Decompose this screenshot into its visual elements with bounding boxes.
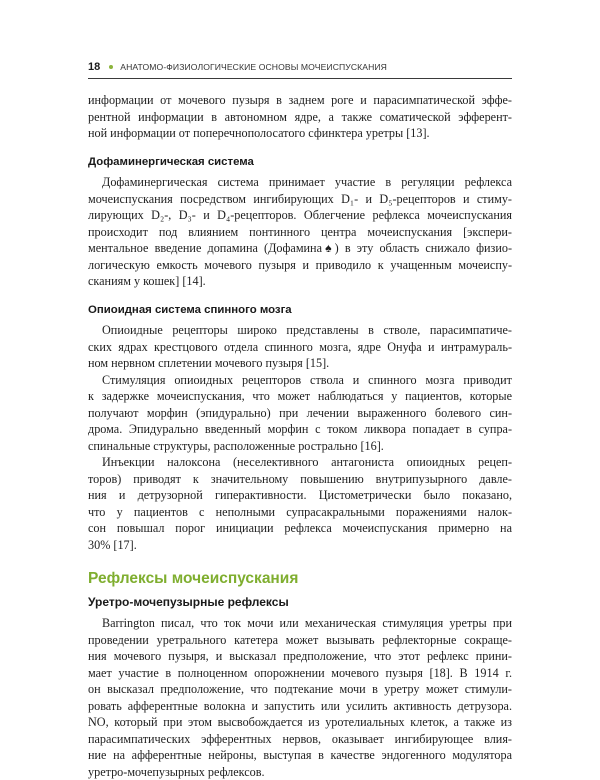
text-line: происходит под влиянием понтинного центра мочеиспускания [экспери-	[88, 224, 512, 241]
text-line: проведении уретрального катетера может вызывать рефлекторные сокраще-	[88, 632, 512, 649]
text-line: получают морфин (эпидурально) при лечении выраженного болевого син-	[88, 405, 512, 422]
text-line: парасимпатических эфферентных нервов, оказывает ингибирующее влия-	[88, 731, 512, 748]
text-line: что у пациентов с неполными супрасакральными поражениями налок-	[88, 504, 512, 521]
text-line: ной информации от поперечнополосатого сфинктера уретры [13].	[88, 125, 512, 142]
text-line: мает участие в полноценном опорожнении мочевого пузыря [18]. В 1914 г.	[88, 665, 512, 682]
text-line: ние на афферентные нейроны, выступая в качестве эндогенного модулятора	[88, 747, 512, 764]
header-divider	[88, 78, 512, 79]
heading-dopamine: Дофаминергическая система	[88, 154, 512, 171]
reflexes-paragraph	[88, 615, 512, 780]
opioid-paragraph-1	[88, 322, 512, 372]
text-line: сканиям у кошек] [14].	[88, 273, 512, 290]
text-line: ния и детрузорной гиперактивности. Цистометрически было показано,	[88, 487, 512, 504]
text-line: лирующих D₂-, D₃- и D₄-рецепторов. Облегчение рефлекса мочеиспускания	[88, 207, 512, 224]
text-line: Опиоидные рецепторы широко представлены в стволе, парасимпатиче-	[88, 322, 512, 339]
text-line: уретро-мочепузырных рефлексов.	[88, 764, 512, 780]
text-line: Инъекции налоксона (неселективного антагониста опиоидных рецеп-	[88, 454, 512, 471]
text-line: Barrington писал, что ток мочи или механическая стимуляция уретры при	[88, 615, 512, 632]
text-line: рентной информации в автономном ядре, а также соматической эфферент-	[88, 109, 512, 126]
opioid-paragraph-2	[88, 372, 512, 455]
text-line: логическую емкость мочевого пузыря и приводило к учащенным мочеиспу-	[88, 257, 512, 274]
text-line: к задержке мочеиспускания, что может наблюдаться у пациентов, которые	[88, 388, 512, 405]
text-line: торов) приводят к значительному повышению внутрипузырного давле-	[88, 471, 512, 488]
running-header	[88, 56, 512, 78]
green-bullet-icon	[109, 65, 113, 69]
section-title-reflexes: Рефлексы мочеиспускания	[88, 571, 512, 588]
page-body	[88, 92, 512, 780]
text-line: Стимуляция опиоидных рецепторов ствола и спинного мозга приводит	[88, 372, 512, 389]
text-line: спинальные структуры, расположенные рострально [16].	[88, 438, 512, 455]
text-line: 30% [17].	[88, 537, 512, 554]
subsection-title-urethro-vesical: Уретро-мочепузырные рефлексы	[88, 594, 512, 611]
text-line: NO, который при этом высвобождается из уротелиальных клеток, а также из	[88, 714, 512, 731]
dopamine-paragraph	[88, 174, 512, 290]
opioid-paragraph-3	[88, 454, 512, 553]
text-line: ния мочевого пузыря, и высказал предположение, что этот рефлекс прини-	[88, 648, 512, 665]
text-line: ских ядрах крестцового отдела спинного мозга, ядре Онуфа и интрамураль-	[88, 339, 512, 356]
text-line: Дофаминергическая система принимает участие в регуляции рефлекса	[88, 174, 512, 191]
intro-paragraph	[88, 92, 512, 142]
page-number: 18	[88, 61, 100, 73]
text-line: дрома. Эпидурально введенный морфин с током ликвора попадает в супра-	[88, 421, 512, 438]
text-line: он высказал предположение, что подтекание мочи в уретру может стимули-	[88, 681, 512, 698]
text-line: ровать афферентные волокна и запустить или усилить активность детрузора.	[88, 698, 512, 715]
text-line: мочеиспускания посредством ингибирующих D₁- и D₅-рецепторов и стиму-	[88, 191, 512, 208]
text-line: информации от мочевого пузыря в заднем роге и парасимпатической эффе-	[88, 92, 512, 109]
running-title: АНАТОМО-ФИЗИОЛОГИЧЕСКИЕ ОСНОВЫ МОЧЕИСПУСКАНИЯ	[120, 62, 387, 72]
text-line: сон повышал порог инициации рефлекса мочеиспускания примерно на	[88, 520, 512, 537]
text-line: ном нервном сплетении мочевого пузыря [15].	[88, 355, 512, 372]
heading-opioid: Опиоидная система спинного мозга	[88, 302, 512, 319]
text-line: ментальное введение допамина (Дофамина♠) в эту область снижало физио-	[88, 240, 512, 257]
